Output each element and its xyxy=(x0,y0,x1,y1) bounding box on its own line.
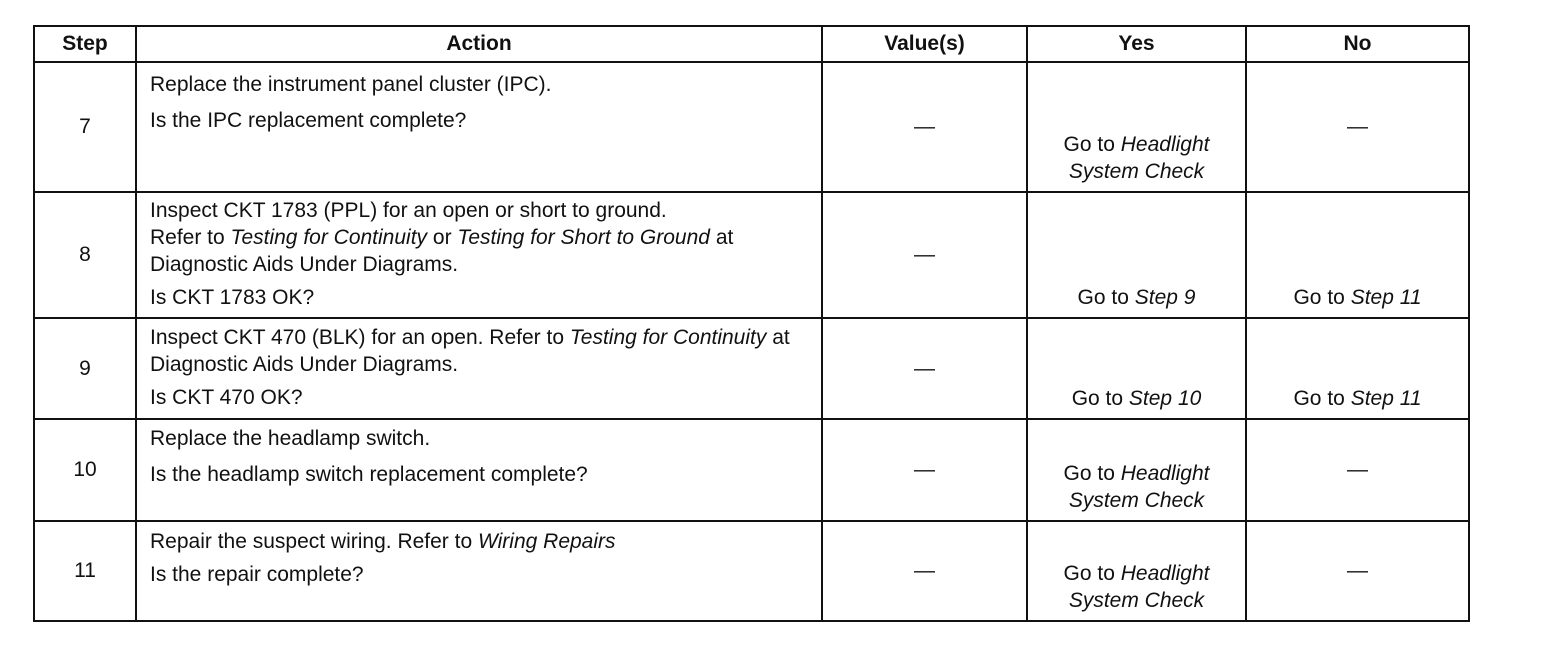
header-action: Action xyxy=(136,26,822,62)
header-no: No xyxy=(1246,26,1469,62)
action-link-continuity[interactable]: Testing for Continuity xyxy=(230,226,428,249)
no-link[interactable]: Step 11 xyxy=(1350,286,1422,309)
yes-link[interactable]: Headlight System Check xyxy=(1068,462,1210,512)
action-text: at Diagnostic Aids Under Diagrams. xyxy=(150,326,790,376)
action-link-continuity[interactable]: Testing for Continuity xyxy=(569,326,767,349)
action-text: or xyxy=(432,226,452,249)
action-text: at Diagnostic Aids Under Diagrams. xyxy=(150,226,734,276)
action-cell xyxy=(136,62,822,192)
value-cell xyxy=(822,192,1027,318)
yes-cell xyxy=(1027,521,1246,621)
yes-link[interactable]: Headlight System Check xyxy=(1068,133,1210,183)
step-number: 8 xyxy=(34,192,136,318)
value-dash: — xyxy=(914,356,935,380)
action-cell xyxy=(136,521,822,621)
yes-cell xyxy=(1027,419,1246,521)
value-cell xyxy=(822,62,1027,192)
yes-cell xyxy=(1027,192,1246,318)
table-row xyxy=(34,521,1469,621)
action-instruction: Replace the headlamp switch. xyxy=(150,427,431,450)
no-prefix: Go to xyxy=(1293,387,1345,410)
diagnostic-table xyxy=(33,25,1470,622)
step-number: 11 xyxy=(34,521,136,621)
yes-link[interactable]: Step 10 xyxy=(1128,387,1202,410)
action-question: Is CKT 470 OK? xyxy=(150,386,303,409)
no-cell xyxy=(1246,192,1469,318)
yes-prefix: Go to xyxy=(1063,133,1115,156)
table-row xyxy=(34,318,1469,419)
yes-prefix: Go to xyxy=(1071,387,1124,410)
yes-prefix: Go to xyxy=(1063,562,1115,585)
value-cell xyxy=(822,521,1027,621)
no-cell xyxy=(1246,521,1469,621)
table-row xyxy=(34,62,1469,192)
value-dash: — xyxy=(914,243,935,266)
yes-prefix: Go to xyxy=(1077,286,1129,309)
no-dash: — xyxy=(1347,458,1368,481)
header-step: Step xyxy=(34,26,136,62)
no-cell xyxy=(1246,62,1469,192)
yes-cell xyxy=(1027,62,1246,192)
header-yes: Yes xyxy=(1027,26,1246,62)
action-instruction: Repair the suspect wiring. Refer to xyxy=(150,530,473,553)
value-dash: — xyxy=(914,115,935,138)
value-dash: — xyxy=(914,559,935,582)
action-instruction: Replace the instrument panel cluster (IPC). xyxy=(150,73,552,96)
action-cell xyxy=(136,419,822,521)
no-cell xyxy=(1246,318,1469,419)
header-row xyxy=(34,26,1469,62)
header-values: Value(s) xyxy=(822,26,1027,62)
action-line: Inspect CKT 470 (BLK) for an open. Refer to xyxy=(150,326,565,349)
no-dash: — xyxy=(1347,559,1368,582)
action-question: Is the IPC replacement complete? xyxy=(150,109,467,132)
yes-link[interactable]: Headlight System Check xyxy=(1068,562,1210,612)
step-number: 7 xyxy=(34,62,136,192)
action-line: Inspect CKT 1783 (PPL) for an open or short to ground. xyxy=(150,199,667,222)
action-question: Is CKT 1783 OK? xyxy=(150,286,315,309)
yes-prefix: Go to xyxy=(1063,462,1115,485)
table-row xyxy=(34,419,1469,521)
no-dash: — xyxy=(1347,115,1368,138)
no-cell xyxy=(1246,419,1469,521)
action-cell xyxy=(136,192,822,318)
action-question: Is the repair complete? xyxy=(150,563,364,586)
table-row xyxy=(34,192,1469,318)
action-question: Is the headlamp switch replacement complete? xyxy=(150,463,588,486)
action-cell xyxy=(136,318,822,419)
no-link[interactable]: Step 11 xyxy=(1350,387,1422,410)
yes-cell xyxy=(1027,318,1246,419)
action-link-short[interactable]: Testing for Short to Ground xyxy=(457,226,710,249)
yes-link[interactable]: Step 9 xyxy=(1134,286,1196,309)
value-cell xyxy=(822,419,1027,521)
value-dash: — xyxy=(914,458,935,481)
step-number: 10 xyxy=(34,419,136,521)
value-cell xyxy=(822,318,1027,419)
no-prefix: Go to xyxy=(1293,286,1345,309)
step-number: 9 xyxy=(34,318,136,419)
action-text: Refer to xyxy=(150,226,225,249)
action-link-wiring[interactable]: Wiring Repairs xyxy=(478,530,616,553)
